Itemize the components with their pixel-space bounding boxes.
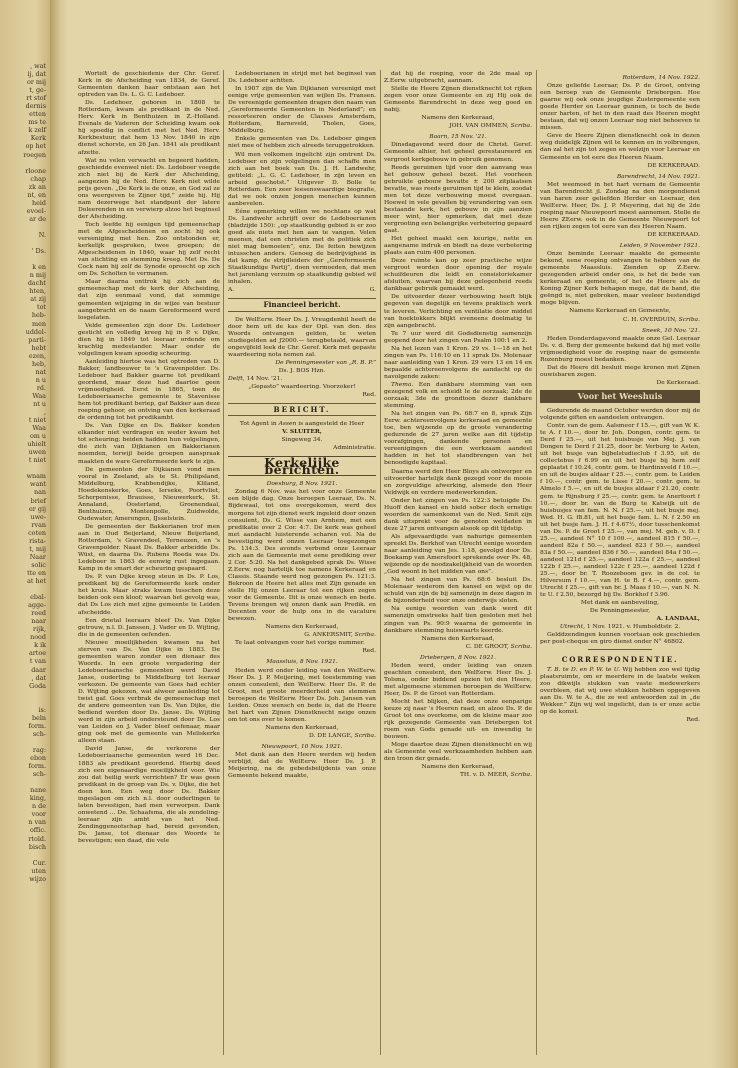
column-3 [384,70,532,1060]
section-heading-notice: BERICHT. [228,403,376,416]
divider [588,649,652,650]
paragraph: Stelle de Heere Zijnen dienstknecht tot rijken zegen voor onze Gemeente en zij Hij ook de Gemeente Barendrecht in deze weg goed en nabij. [384,85,532,114]
notice-name: V. SLUITER, [282,428,322,436]
signoff: DE KERKERAAD. [647,161,700,169]
paragraph: Een drietal leeraars bleef Ds. Van Dijke getrouw, n.l. D. Janssen, J. Vader en D. Wijting, die in de gemeenten oefenden. [78,616,220,638]
paragraph: Onze beminde Leeraar maakte de gemeente bekend, eene roeping ontvangen te hebben van de gemeente Maassluis. Zienden op Z.Eerw. gezegenden arbeid onder ons, is het de bede van kerkeraad en gemeente, of het de Heere als de Koning Zijner Kerk behagen mege, dat de band, die geëngd is, niet gebroken, maar veeleer bestendigd moge blijven. [540,250,700,307]
paragraph: Wortelt de geschiedenis der Chr. Geref. Kerk in de Afscheiding van 1834, de Geref. Gemeenten danken haar ontstaan aan het optreden van Ds. L. G. C. Ledeboer. [78,70,220,99]
paragraph: Wil men volkomen ingelicht zijn omtrent Ds. Ledeboer en zijn volgelingen dan schaffe men zich aan het boek van Ds. J. H. Landwehr, getiteld: „L. G. C. Ledeboer, in zijn leven en arbeid geschetst.” Uitgever D. Bolle te Rotterdam. Een zeer leesenswaardige biografie, dat we ook onzen jongen menschen kunnen aanbevelen. [228,150,376,207]
signoff: Red. [362,390,376,398]
section-heading-financial: Financieel bericht. [228,298,376,311]
signoff: TH. v. D. MEER, Scriba. [459,771,532,779]
paragraph: Ds. P. van Dijke kreeg steun in Ds. P. Los, predikant bij de Gereformeerde kerk onder het kruis. Maar straks kwam tusschen deze beiden ook een kloof; waarvan het gevolg was, dat Ds Los zich met zijne gemeente te Leiden afscheidde. [78,573,220,616]
signoff: Namens den Kerkeraad, [421,763,495,771]
signoff: De Kerkeraad. [656,378,700,386]
binding-gutter [50,0,68,1068]
paragraph: Moge daartoe deze Zijnen dienstknecht en wij als Gemeente veel werkzaamheden hebben aan den troon der genade. [384,741,532,763]
paragraph: Te 7 uur werd dit Godsdienstig samenzijn geopend door het zingen van Psalm 100:1 en 2. [384,329,532,344]
paragraph: Ééne opmerking willen we nochtans op wat Ds. Landwehr schrijft over de Ledeboerianen (bladzijde 150): „op staatkundig gebied is er zoo goed als niets met hen aan te vangen. Velen meenen, dat een christen met de politiek zich niet mag bemoeien”, enz. De feiten bewijzen intusschen anders. Genoeg de bedrijvigheid in dat kamp, de strijdleiders der „Gereformeerde Staatkundige Partij”, doen vermoeden, dat men het jarenlang verzuim op staatkundig gebied wil inhalen. [228,207,376,286]
signoff: G. ANKERSMIT, Scriba. [304,631,376,639]
paragraph: Onze geliefde Leeraar, Ds. P. de Groot, ontving een beroep van de Gemeente Driebergen. Hoe gaarne wij ook onze jeugdige Zustergemeente een goede Herder en Leeraar gunnen, is toch de bede onzer harten, of het in den raad des Heeren moght bestaan, dat wij onzen Leeraar nog niet behoeven te missen. [540,82,700,132]
notice-text: Tot Agent in Assen is aangesteld de Heer [239,420,365,428]
paragraph: Te laat ontvangen voor het vorige nummer. [235,639,365,647]
paragraph: Ledeboerianen in strijd met het beginsel van Ds. Ledeboer achtten. [228,70,376,85]
signature-line: A. G. [228,286,376,294]
dateline: Maassluis, 8 Nov. 1921. [266,658,338,666]
paragraph: In 1907 zijn de Van Dijkianen vereenigd met eenige vrije gemeenten van wijlen Ds. Fransen. De vereenigde gemeenten dragen den naam van „Gereformeerde Gemeenten in Nederland”; en ressorteeren onder de Classes Amsterdam, Rotterdam, Barneveld, Tholen, Goes, Middelburg. [228,85,376,135]
signoff: Namens den Kerkeraad, [265,623,339,631]
paragraph: Na het zingen van Ps. 68:7 en 8, sprak Zijn Eerw. achtereenvolgens kerkeraad en gemeente toe, ben wijzende op de groote verandering gedurende de 27 jaren welke aan dit tijdstip voorafgingen, dankende personen en vereenigingen die een werkzaam aandeel hadden in het tot standbrengen van het benoodigde kapitaal. [384,410,532,467]
page-edge [710,0,738,1068]
paragraph: Heden werd onder leiding van den WelEerw. Heer Ds. J. P. Meijering, met toestemming van onzen consulent, den WelEerw. Heer Ds. P. de Groot, met groote meerderheid van stemmen beroepen de WelEerw. Heer Ds. Joh. Jansen van Leiden. Onze wensch en bede is, dat de Heere het hart van Zijnen Dienstknecht neige onzen om tot ons over te komen. [228,666,376,723]
paragraph: Ds. Ledeboer, geboren in 1808 te Rotterdam, kwam als predikant in de Ned. Herv. Kerk in Benthuizen in Z.-Holland. Evenals de Vaderen der Scheiding kwam ook hij spoedig in conflict met het Ned. Herv. Kerkbestuur, dat hem 13 Nov. 1840 in zijn dienst schorste, en 26 Jan. 1841 als predikant afzette. [78,99,220,156]
dateline: Driebergen, 8 Nov. 1921. [420,653,496,661]
paragraph: Thema. Een dankbare stemming van een gezegend volk en scheidt le de oorzaak; 2de de oorzaak; 3de de grondtoon dezer dankbare stemming. [384,380,532,410]
signoff: Red. [686,715,700,723]
signoff: JOH. VAN OMMEN, Scriba. [449,122,532,130]
notice-signoff: Administratie. [333,444,376,452]
paragraph: Velde gemeenten zijn door Ds. Ledeboer gesticht en volledig kreeg hij in P. v. Dijke, dien hij in 1849 tot leeraar ordende om krachtig medestander. Maar onder de volgelingen kwam spoedig scheuring. [78,321,220,357]
signoff: De Penningmeester van „R. B. P.” [275,358,376,366]
section-heading-orphanage: Voor het Weeshuis [540,390,700,403]
paragraph: Dinsdagavond werd door de Christ. Geref. Gemeente alhier, het geheel gerestaureerd en vergroot kerkgebouw in gebruik genomen. [384,141,532,163]
spine-text-fragment: , wat ij, dat or mij t, ge- rt stof dernis etten ms te k zelf Kerk op het roegen rloone chap zk an nt, en heid evoel- ar de N. ' Ds. k en n mij dacht hten, at zij tot heb- men uddel- partì- hebt ezen, heb, nat n u rd. Waa nt u , t niet Waa om u uhielt uwen t niet wnam want nan brief er gij uwe- rvan coten rista- t, mij Naar solic tte en at het ebal- agge- reed naar rijk, nood k ik artoe t van daar , dat Goda is: beln form. sch- rag: ebon form. sch- nane king, n de voor n van offic. rtold. bisch Cur. uten wijzo [23,62,46,883]
paragraph: De gemeenten der Dijkianen vond men vooral in Zeeland, als te St. Philipsland, Middelburg, Krabbendijke, Kliland, Hoedekenskerke, Goes, Ierseke, Poortvliet, Scherpenisse, Brauisse, Nieuwerkerk, St. Annaland, Oosterland, Groenendaal, Benthuizen, Montenpolle, Zuidwolde, Oudewater, Amerongen, IJsselstein. [78,465,220,522]
signoff: Met dank en aanbeveling, [580,599,660,607]
column-rule [380,70,381,1055]
paragraph: David Janse, de verkorene der Ledeboeriaansche gemeenten werd 16 Dec. 1883 als predikant geordend. Hierbij deed zich een eigenaardige moeilijkheid voor. Wie zou dat heilig werk verrichten? Er was geen predikant in de groep van Ds. v. Dijke, die het doen kon. Een weg door Ds. Bakker ingeslagen om zich n.l. door ouderlingen te laten bevestigen, had men verworpen. Dank onwetend ... De. Schaafsma, die als zendeling-leeraar zijn ambt van het Ned. Zendinggenootschap had, bereid gevonden, Ds. Janse, tot dienaar des Woords te bevestigen; een daad, die vele [78,745,220,845]
paragraph: Heden Donderdagavond maakte onze Gel. Leeraar Ds. v. d. Berg der gemeente bekend dat hij met volle vrijmoedigheid voor de roeping naar de gemeente Rozenburg moest bedanken. [540,334,700,363]
signoff: DE KERKERAAD. [647,230,700,238]
paragraph: dat hij de roeping, voor de 2de maal op Z.Eerw. uitgebracht, aannam. [384,70,532,85]
column-2 [228,70,376,1060]
paragraph: Contr. van de gem. Aalsmeer f 15.—, gift van W. K. te A. f 10.—, door br. Joh. Dongen, contr. gem. te Derd f 25.—, uit het huisbusje van Mej. J. van Dongen te Derd f 21.25, door br. Verburg te Asten, uit het busje van bijbelstudieclub f 3.95, uit de collectebus f 6.99 en uit het busje bij hem zelf geplaatst f 10.24, contr. gem. te Hardinxveld f 10.—, en uit de busjes aldaar f 25.—, contr. gem. te Leiden f 10.—, contr. gem. te Lisse f 20.—, contr. gem. te Almelo f 5.—, en uit de busjes aldaar f 21.20, contr. gem. te Rijnsburg f 25.—, contr. gem. te Anerfoort f 10.—, door br. van de Burg te Katwijk uit de huisbusjes van fam. N. N. f 25.—, uit het busje mej. Wed. H. G. f8.81, uit het busje fam. L. N. f 2.50 en uit het busje fam. J. H. f 4.67½, door tusschenkomst van Ds. P. de Groot f 25.—, van mej. M. geb. v. D. f 25.—, aandeel N° 10 f 100.—, aandeel 815 f 50.—, aandeel 82a f 50.—, aandeel 823 f 50.—, aandeel 83a f 50.—, aandeel 836 f 50.—, aandeel 84a f 50.—, aandeel 121d f 25.—, aandeel 122a f 25.—, aandeel 122b f 25.—, aandeel 122c f 25.—, aandeel 122d f 25.—, door br. T. Roozeboom gev. in de col. te Hilversum f 10.—, van H. te B. f 4.—, contr. gem. Utrecht f 25.—, gift van br. J. Maas f 10.—, van N. N. te U. f 2.50, bezorgd bij Ds. Borkhof f 3.96. [540,422,700,599]
paragraph: Maar daarna onttrok hij zich aan de gemeenschap met de kerk der Afscheiding, dat zijn eenmaal vond, dat sommige gemeenten wijziging in de wijze van bestuur aangebracht en de naam Gereformeerd werd losgelaten. [78,278,220,321]
paragraph: Aanleiding hiertoe was het optreden van D. Bakker, landbouwer te 's Gravenpolder. Ds. Ledeboer had Bakker gaarne tot predikant geordend, maar deze had daartoe geen vrijmoedigheid. Eerst in 1865, toen de Ledeboeriaansche gemeente te Stavenisse hem tot predikant beriep, gaf Bakker aan deze roeping gehoor, en ontving van den kerkeraad de ordening tot het predikambt. [78,357,220,422]
signoff: C. DE GROOT, Scriba. [465,642,532,650]
signoff: Ds. J. BOS Hzn. [278,366,326,374]
column-1 [78,70,220,1060]
paragraph: T. B. te D. en P. W. te U. Wij hebben zoo wel tijdig plaatsruimte, om er meerdere in de laatste weken zoo dikwijls stukken van vaste medewerkers overbleen, dat wij uwe stukken hebben opgegeven aan Ds. W. te A., die ze wel antwoorden zal in „de Wekker.” Zijn wij wel ingelicht, dan is er onze actie op de komst. [540,665,700,715]
paragraph: Na eenige woorden van dank werd dit samenzijn omstreeks half tien gesloten met het zingen van Ps. 90:9 waarna de gemeente in dankbare stemming huiswaarts keerde. [384,605,532,634]
signoff: C. H. OVERDUIN, Scriba. [623,315,700,323]
notice-address: Singeweg 34. [281,436,323,444]
section-heading-church-news: Kerkelijke berichten. [228,456,376,476]
paragraph: Reeds geruimen tijd voor den aanvang was het gebouw geheel bezet. Het voorheen gebruikte gebouw bevatte ± 200 zitplaatsen bevatte, was reeds geruimen tijd te klein, zoodat men tot deze verbouwing moest overgaan. Hoewel in vele gevallen bij verandering van een bestaande kerk, het gebouw in zijn aanzien meer wint, hier opmerken, dat met deze vergrooting een belangrijke verbetering gepaard gaat. [384,163,532,234]
paragraph: Het geheel maakt een keurige, nette en aangename indruk en biedt na deze verbetering plaats aan ruim 400 personen. [384,235,532,257]
dateline: Baarn, 15 Nov. '21. [429,133,487,141]
paragraph: Daarna werd den Heer Bloys als ontwerper en uitvoerder hartelijk dank gezegd voor de mooie en zorgvuldige afwerking, alsmede den Heer Veldwijk en verdere medewerkenden. [384,467,532,496]
signoff: „Gepasto” waardeering. Voorzoker! [248,382,356,390]
signoff: Red. [362,647,376,655]
paragraph: Na het lezen van 1 Kron. 29 vs. 1—18 en het zingen van Ps. 116:10 en 11 sprak Ds. Molenaar naar aanleiding van 1 Kron. 29 vers 13 en 14 en bepaalde achtereenvolgens de aandacht op de navolgende zaken: [384,344,532,380]
signoff: Namens den Kerkeraad, [421,634,495,642]
dateline: Sneek, 10 Nov. '21. [641,326,700,334]
paragraph: Als afgevaardigde van naburige gemeenten spreekt Ds. Berkhof van Utrecht eenige woorden naar aanleiding van Jes. 1:18, gevolgd door Ds. Boekamp van Amersfoort sprekende over Ps. 48, wijzende op de noodzakelijkheid van de woorden „God woont in het midden van ons”. [384,532,532,576]
section-heading-correspondence: CORRESPONDENTIE. [561,654,679,664]
signoff: Namens den Kerkeraad, [265,723,339,731]
paragraph: Gelddzendingen kunnen voortaan ook geschieden per post-cheque en giro dienst onder N° 46802. [540,631,700,646]
column-4 [540,70,700,1060]
dateline: Leiden, 9 November 1921. [619,242,700,250]
signoff: A. LANDAAL, [656,615,700,623]
paragraph: Gedurende de maand October werden door mij de volgende giften en aandeelen ontvangen. [540,406,700,422]
dateline: Delft, 14 Nov. '21. [228,374,283,382]
paragraph: Mocht het blijken, dat deze onze eenparige keuze zij naar 's Heeren raad, en alzoo Ds. P. de Groot tot ons overkome, om de kleine maar zoo rijk gezegende Gemeente van Driebergen tot roem van Gods genade uit- en inwendig te bouwen. [384,697,532,741]
paragraph: De WelEerw. Heer Ds. J. Vreugdenhil heeft de door hem uit de kas der Opl. van den. des Woords ontvangen gelden, te weten studiegelden ad ƒ2000.— terugbetaald, waarvan ongevijfeld leek de Chr. Geref. Kerk met gepaste waardeering nota nemen zal. [228,315,376,358]
paragraph: Onder het zingen van Ps. 122:3 betuigde Ds. Huoff den kansel en hield sober doch ernstige woorden de samenkomst van de Ned. Smit zijn dank uitsprekt voor de genoten weldaden in deze 27 jaren ontvangen alsook op dit tijdstip. [384,496,532,532]
dateline: Rotterdam, 14 Nov. 1922. [622,74,700,81]
paragraph: Deze ruimte kan op zeer practische wijze vergroot worden door opening der royale schuifdeuren die leidt en consistoriekamer afsluiten, waarvan bij deze gelegenheid reeds dankbaar gebruik gemaakt werd. [384,257,532,293]
paragraph: Dat de Heere dit besluit mege kronen met Zijnen ouwisbaren zegen. [540,363,700,378]
paragraph: Na het zingen van Ps. 68:6 besluit Ds. Molenaar wederom den kansel en wijst op de schuld van zijn de bij samenzijn in deze dagen in de bijzonderheid voor onze onderwijs sloten. [384,576,532,605]
paragraph: De gemeenten der Bakkerianen trof men aan in Oud Beijerland, Nieuw Beijerland, Rotterdam, 's Gravendeel, Terneuzen, en 's Gravenpolder. Naast Ds. Bakker arbeidde Ds. Wüst, en daarna Ds. Rubens Roeda was Ds. Ledeboer in 1863 de eenwig rust ingegaan. Kamp in de smart der scheuring gespaard. [78,522,220,573]
paragraph: Ds. Van Dijke en Ds. Bakker konden elkander niet verdragen en weder kwam het tot scheuring; beiden hadden hun volgelingen, die zich van Dijkianen en Bakkerianen noemden, terwijl beide groepen aanspraak maakten de ware Gereformeerde kerk te zijn. [78,422,220,465]
paragraph: Nieuwe moeilijkheden kwamen na het sterven van Ds. Van Dijke in 1883. De gemeenten waren zonder een dienaar des Woords. In een groote vergadering der Ledeboeriaansche gemeenten werd David Janse, ouderling te Middelburg tot leeraar verkozen. De gemeente van Goes had echter D. Wijting gekozen, wat alweer aanleiding tot twist gaf. Goes verbrak de gemeenschap met de andere gemeenten van Ds. Van Dijke, die bediend werden door Ds. Janse. Ds. Wijting werd in zijn arbeid ondersteund door Ds. Los van Leiden en J. Vader bleef oefenaar, maar ging ook met de gemeente van Meliskerke alleen staan. [78,638,220,745]
paragraph: De uitvoerder dezer verbouwing heeft blijk gegeven van degelijk en tevens praktisch werk te leveren. Verlichting en ventilatie door middel van hoektokkers blijkt eveneens doelmatig te zijn aangebracht. [384,293,532,329]
paragraph: Zondag 6 Nov. was het voor onze Gemeente een blijde dag. Onze beroepen Leeraar, Ds. N. Bijdewaal, tot ons overgekomen, werd des morgens tot zijn dienst werk ingeleid door onzen consulent, Ds. G. Wisse van Arnhem, met een predikatie over 2 Cor. 4:7. De kerk was geheel met aandacht luisterende scharen vol. Na de bevestiging werd onzen Leeraar toegezongen Ps. 134:3. Des avonds verbond onze Leeraar zich aan de Gemeente met eene prediking over 2 Cor. 5:20. Na het dankgebed sprak Ds. Wisse Z.Eerw. nog hartelijk toe namens Kerkeraad en Classis. Staande werd nog gezongen Ps. 121:3. Bekroon de Heere het alles met Zijn genade en stelle Hij onzen Leeraar tot een rijken zegen voor de Gemeente. Dit is onze wensch en bede. Tevens brengen wij onzen dank aan Predik. en Docenten voor de hulp ons in de vacature bewezen. [228,488,376,623]
paragraph: Enkele gemeenten van Ds. Ledeboer gingen niet mee of hebben zich alreeds teruggetrokken. [228,135,376,150]
paragraph: Met weemoed in het hart vernam de Gemeente van Barendrecht jl. Zondag na den morgendienst van haren zeer geliefden Herder en Leeraar, den WelEerw. Heer, Ds. J. P. Meyering, dat hij de 2de roeping naar Nieuwpoort moest aannemen. Stelle de Heere ZEerw. ook in de Gemeente Nieuwpoort tot een rijken zegen tot eere van des Heeren Naam. [540,180,700,230]
dateline: Barendrecht, 14 Nov. 1921. [616,172,700,180]
signoff: Namens Kerkeraad en Gemeente, [569,307,671,315]
signoff: Utrecht, 1 Nov. 1921. v. Humboldtstr. 2. [559,623,681,631]
paragraph: Met dank aan den Heere werden wij heden verblijd, dat de WelEerw. Heer Ds. J. P. Meijering, na de gebedsbelijdenis van onze Gemeente bekend maakte, [228,751,376,780]
signoff: De Penningmeester, [589,607,651,615]
dateline: Nieuwpoort, 10 Nov. 1921. [261,742,343,750]
column-rule [536,70,537,1055]
paragraph: Heden werd, onder leiding van onzen geachten consulent, den WelEerw. Heer Ds. J. Tolsma, onder biddend opzien tot den Heere, met algemeene stemmen beroepen de WelEerw. Heer, Ds. P. de Groot van Rotterdam. [384,661,532,697]
paragraph: Wat nu velen verwacht en begeerd hadden, geschiedde evenwel niet: Ds. Ledeboer voegde zich niet bij de Kerk der Afscheiding, aangezien hij de Ned. Herv. Kerk niet wilde prijs geven. „De Kerk is de onze, en God zal ze ons weergeven te Zijner tijd,” zeide hij. Hij nam dezerwege het standpunt der latere Doleerenden in en verwierp alzoo het beginsel der Afscheiding. [78,156,220,220]
signoff: Namens den Kerkeraad, [421,114,495,122]
dateline: Doesburg, 8 Nov. 1921. [266,480,338,488]
column-rule [223,70,224,1055]
paragraph: Geve de Heere Zijnen dienstknecht ook in dezen weg duidelijk Zijnen wil te kennen en in volbrengen, dan zal het zijn tot zegen en welzijn voor Leeraar en Gemeente en tot eere des Heeren Naam. [540,132,700,161]
paragraph: Toch leefde hij eenigen tijd gemeenschap met de Afgescheidenen en zocht hij ook vereeniging met hen. Zoo ontstonden er, kerkelijk gesproken, twee groepen; de Afgescheidenen in 1840, waar hij zelf recht van stichting en stemming kreeg. Met Ds. De Cock nam hij zelf de Synode oproecht op zich om Ds. Scholten te vermanen. [78,220,220,278]
signoff: D. DE LANGE, Scriba. [309,731,376,739]
previous-page-spine [0,0,50,1068]
